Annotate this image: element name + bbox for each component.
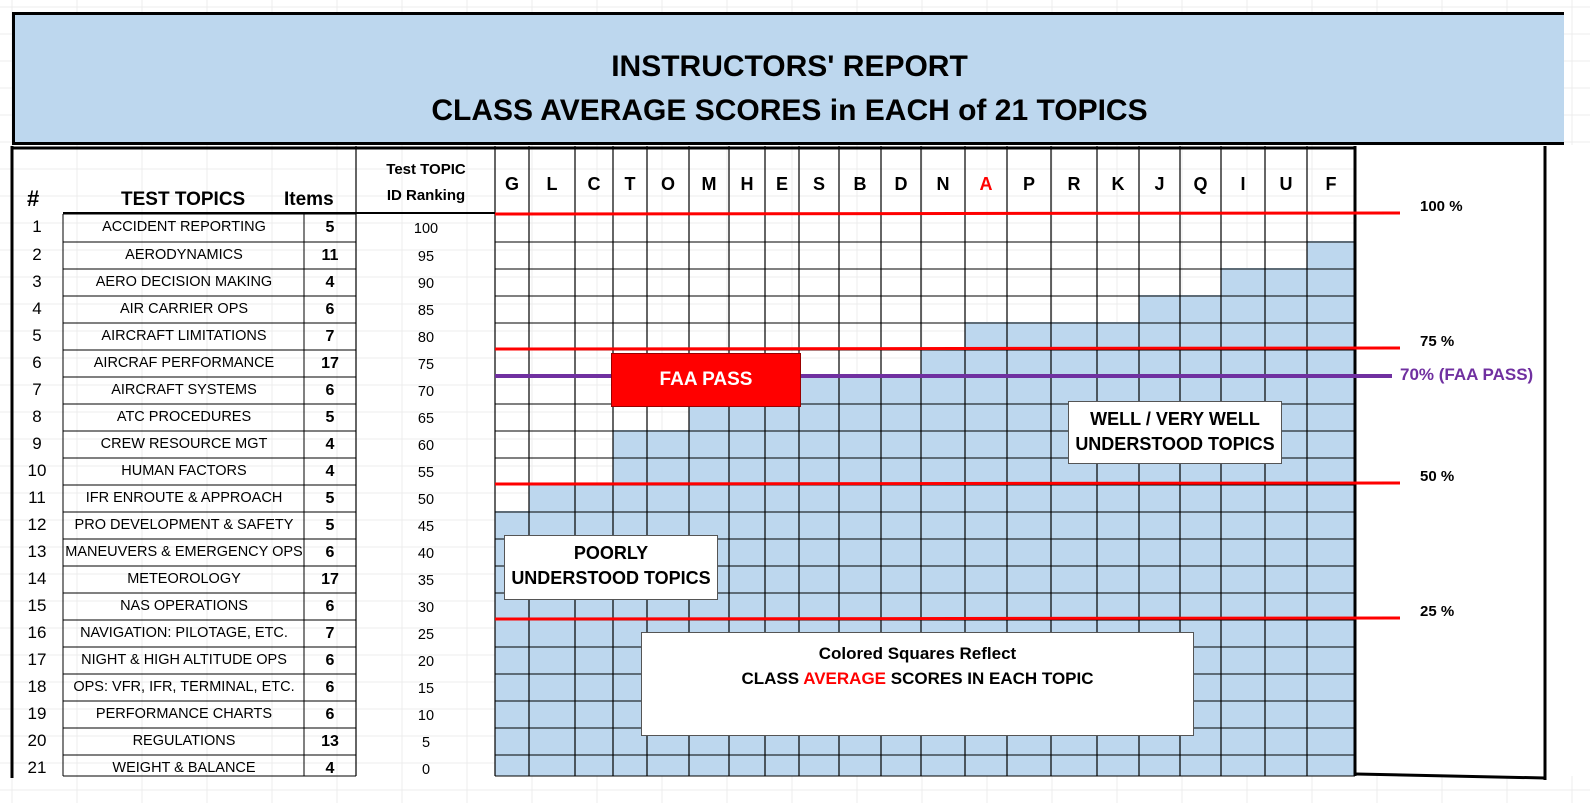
well-understood-line1: WELL / VERY WELL [1090, 409, 1260, 429]
topic-rank: 20 [417, 654, 435, 670]
faa-pass-box: FAA PASS [612, 354, 800, 406]
topic-item-count: 5 [325, 490, 335, 507]
topic-name: METEOROLOGY [127, 571, 241, 587]
topic-rank: 40 [417, 546, 435, 562]
column-letter-F: F [1325, 174, 1337, 194]
topic-name: NAVIGATION: PILOTAGE, ETC. [80, 625, 288, 641]
column-letter-P: P [1022, 174, 1035, 194]
header-num: # [27, 186, 40, 211]
topic-item-count: 13 [321, 733, 339, 750]
topic-name: MANEUVERS & EMERGENCY OPS [65, 544, 303, 560]
topic-number: 11 [28, 488, 46, 507]
topic-rank: 65 [417, 411, 435, 427]
topic-name: AERODYNAMICS [125, 247, 243, 263]
topic-item-count: 5 [325, 517, 335, 534]
score-bar-I [1221, 268, 1265, 776]
well-understood-line2: UNDERSTOOD TOPICS [1075, 434, 1275, 454]
topic-number: 8 [32, 407, 42, 426]
column-letter-S: S [812, 174, 825, 194]
topic-item-count: 17 [321, 571, 339, 588]
column-letter-L: L [546, 174, 558, 194]
topic-rank: 30 [417, 600, 435, 616]
legend-post: SCORES IN EACH TOPIC [886, 669, 1094, 688]
topic-rank: 85 [417, 303, 435, 319]
reference-label-75: 75 % [1420, 333, 1455, 350]
poorly-understood-line2: UNDERSTOOD TOPICS [511, 568, 711, 588]
right-margin-area [1355, 145, 1590, 776]
topic-item-count: 7 [325, 625, 335, 642]
header-rank-line2: ID Ranking [386, 187, 466, 204]
topic-rank: 90 [417, 276, 435, 292]
topic-rank: 35 [417, 573, 435, 589]
topic-item-count: 4 [325, 274, 335, 291]
topic-item-count: 4 [325, 463, 335, 480]
topic-number: 14 [27, 569, 47, 588]
topic-number: 3 [32, 272, 42, 291]
legend-line1: Colored Squares Reflect [818, 644, 1017, 663]
topic-item-count: 4 [325, 436, 335, 453]
report-title: INSTRUCTORS' REPORT [611, 50, 968, 83]
score-bar-C [575, 484, 613, 776]
reference-label-70: 70% (FAA PASS) [1400, 365, 1534, 384]
topic-rank: 100 [413, 221, 439, 237]
topic-number: 15 [27, 596, 47, 615]
poorly-understood-box [504, 535, 718, 600]
column-letter-J: J [1154, 174, 1165, 194]
legend-box [641, 632, 1194, 736]
score-bar-U [1265, 268, 1307, 776]
legend-line2 [642, 666, 1193, 691]
topic-name: CREW RESOURCE MGT [100, 436, 268, 452]
legend-highlight: AVERAGE [803, 669, 887, 688]
report-subtitle: CLASS AVERAGE SCORES in EACH of 21 TOPICS [431, 94, 1148, 127]
topic-name: AIRCRAF PERFORMANCE [93, 355, 275, 371]
topic-rank: 5 [421, 735, 431, 751]
column-letter-K: K [1111, 174, 1125, 194]
header-rank-line1: Test TOPIC [386, 161, 466, 178]
reference-label-25: 25 % [1420, 603, 1455, 620]
topic-name: NIGHT & HIGH ALTITUDE OPS [81, 652, 287, 668]
topic-rank: 0 [421, 762, 431, 778]
topic-item-count: 6 [325, 679, 335, 696]
reference-label-100: 100 % [1420, 198, 1463, 215]
topic-item-count: 5 [325, 409, 335, 426]
topic-rank: 70 [417, 384, 435, 400]
topic-number: 10 [27, 461, 47, 480]
reference-line-75 [495, 348, 1400, 349]
topic-name: NAS OPERATIONS [120, 598, 248, 614]
topic-number: 16 [27, 623, 47, 642]
topic-number: 1 [32, 217, 42, 236]
topic-name: OPS: VFR, IFR, TERMINAL, ETC. [73, 679, 295, 695]
topic-rank: 45 [417, 519, 435, 535]
column-letter-U: U [1279, 174, 1293, 194]
topic-item-count: 6 [325, 382, 335, 399]
column-letter-T: T [624, 174, 636, 194]
topic-number: 13 [27, 542, 47, 561]
score-bar-F [1307, 241, 1355, 776]
topic-item-count: 6 [325, 652, 335, 669]
legend-pre: CLASS [741, 669, 804, 688]
reference-label-50: 50 % [1420, 468, 1455, 485]
topic-number: 18 [27, 677, 47, 696]
topic-number: 17 [27, 650, 47, 669]
column-letter-B: B [853, 174, 867, 194]
poorly-understood-line1: POORLY [573, 543, 649, 563]
header-items: Items [284, 189, 334, 210]
topic-item-count: 4 [325, 760, 335, 777]
topic-item-count: 17 [321, 355, 339, 372]
column-letter-E: E [775, 174, 788, 194]
topic-name: ACCIDENT REPORTING [102, 219, 266, 235]
topic-number: 12 [27, 515, 47, 534]
topic-item-count: 11 [321, 247, 339, 264]
reference-line-50 [495, 483, 1400, 484]
topic-name: ATC PROCEDURES [116, 409, 252, 425]
column-letter-A: A [979, 174, 993, 194]
topic-rank: 50 [417, 492, 435, 508]
well-understood-box [1068, 401, 1282, 464]
topic-name: AIRCRAFT LIMITATIONS [101, 328, 267, 344]
topic-rank: 95 [417, 249, 435, 265]
column-letter-M: M [701, 174, 717, 194]
topic-item-count: 7 [325, 328, 335, 345]
column-letter-H: H [740, 174, 754, 194]
topic-name: PERFORMANCE CHARTS [95, 706, 273, 722]
topic-item-count: 6 [325, 598, 335, 615]
topic-name: WEIGHT & BALANCE [112, 760, 256, 776]
header-test-topics: TEST TOPICS [121, 189, 246, 210]
topic-number: 6 [32, 353, 42, 372]
topic-item-count: 6 [325, 544, 335, 561]
reference-line-25 [495, 618, 1400, 619]
topic-number: 4 [32, 299, 42, 318]
topic-number: 21 [27, 758, 47, 777]
topic-name: IFR ENROUTE & APPROACH [85, 490, 283, 506]
topic-rank: 60 [417, 438, 435, 454]
column-letter-N: N [936, 174, 950, 194]
topic-name: HUMAN FACTORS [121, 463, 247, 479]
column-letter-C: C [587, 174, 601, 194]
topic-rank: 80 [417, 330, 435, 346]
column-letter-D: D [894, 174, 908, 194]
topic-rank: 10 [417, 708, 435, 724]
column-letter-I: I [1240, 174, 1246, 194]
topic-item-count: 6 [325, 706, 335, 723]
topic-item-count: 5 [325, 219, 335, 236]
topic-number: 7 [32, 380, 42, 399]
topic-number: 20 [27, 731, 47, 750]
column-letter-R: R [1067, 174, 1081, 194]
topic-name: AIRCRAFT SYSTEMS [111, 382, 257, 398]
column-letter-G: G [504, 174, 519, 194]
column-letter-O: O [660, 174, 675, 194]
topic-rank: 55 [417, 465, 435, 481]
topic-number: 9 [32, 434, 42, 453]
score-bar-L [529, 484, 575, 776]
topic-number: 2 [32, 245, 42, 264]
reference-line-100 [495, 213, 1400, 214]
topic-name: AIR CARRIER OPS [119, 301, 249, 317]
topic-rank: 15 [417, 681, 435, 697]
topic-number: 5 [32, 326, 42, 345]
topic-name: REGULATIONS [132, 733, 236, 749]
topic-number: 19 [27, 704, 47, 723]
topic-name: AERO DECISION MAKING [95, 274, 273, 290]
topic-rank: 25 [417, 627, 435, 643]
topic-rank: 75 [417, 357, 435, 373]
column-letter-Q: Q [1193, 174, 1208, 194]
topic-item-count: 6 [325, 301, 335, 318]
topic-name: PRO DEVELOPMENT & SAFETY [74, 517, 294, 533]
